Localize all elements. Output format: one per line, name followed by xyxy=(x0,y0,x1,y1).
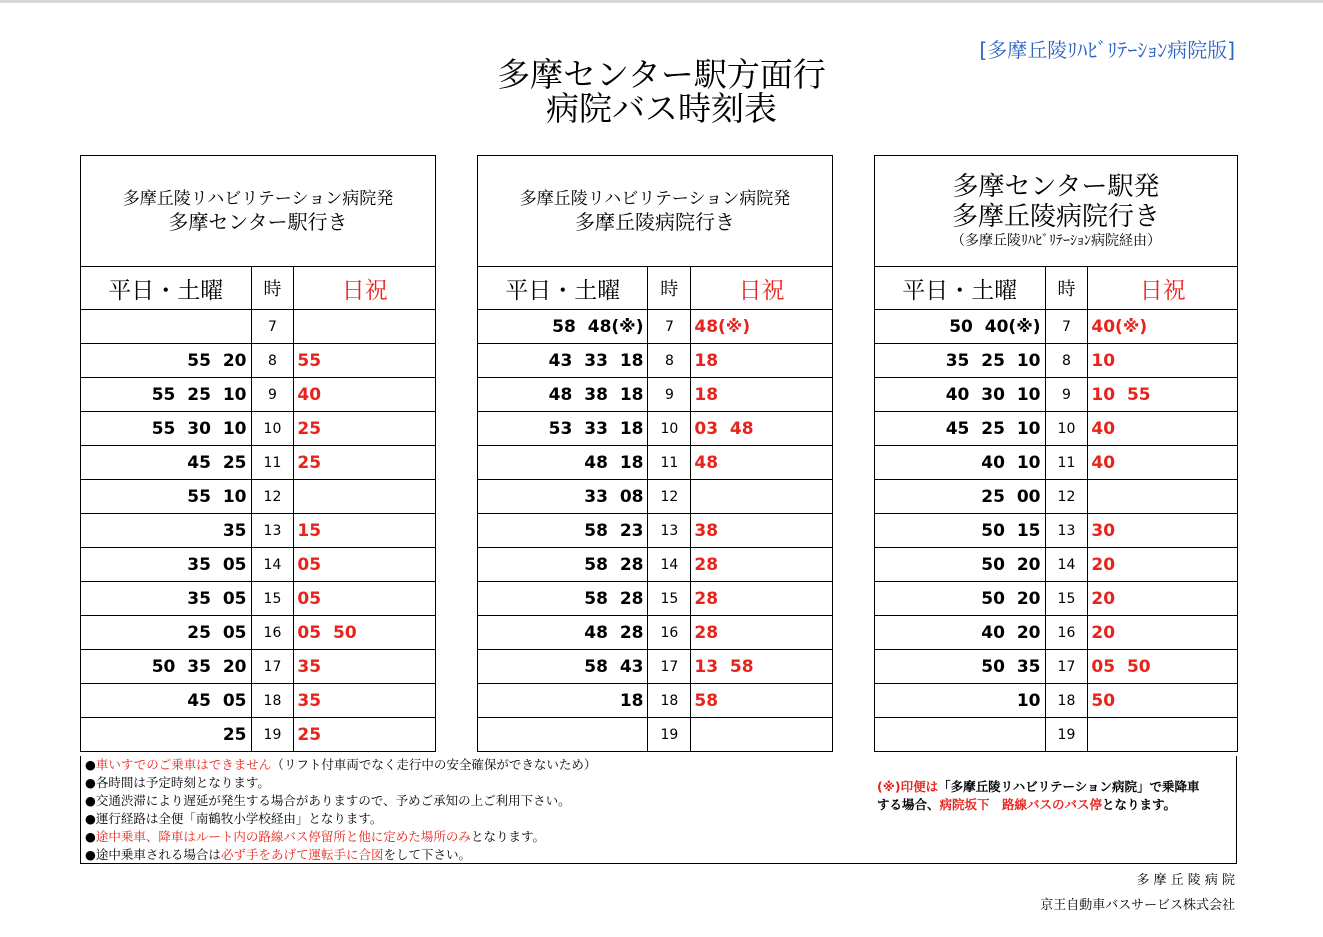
hour-cell: 15 xyxy=(648,582,691,616)
note-line-6: ●途中乗車される場合は必ず手をあげて運転手に合図をして下さい。 xyxy=(85,847,471,862)
hour-cell: 15 xyxy=(251,582,294,616)
table-row xyxy=(81,480,436,514)
note-scheduled: 各時間は予定時刻となります。 xyxy=(95,775,270,790)
weekday-times-cell: 48 18 xyxy=(478,446,648,480)
weekday-times-cell: 53 33 18 xyxy=(478,412,648,446)
note-signal-a: 途中乗車される場合は xyxy=(95,847,221,862)
panel-header xyxy=(81,156,436,267)
panel-header xyxy=(875,156,1238,267)
holiday-times-cell xyxy=(1088,480,1238,514)
col-hour-header: 時 xyxy=(251,267,294,310)
col-holiday-header: 日祝 xyxy=(294,267,436,310)
mark-symbol-note: (※)印便は xyxy=(877,779,939,794)
note-line-3: ●交通渋滞により遅延が発生する場合がありますので、予めご承知の上ご利用下さい。 xyxy=(85,793,571,808)
holiday-times-cell: 25 xyxy=(294,718,436,752)
holiday-times-cell xyxy=(1088,718,1238,752)
hour-cell: 8 xyxy=(251,344,294,378)
hour-cell: 13 xyxy=(648,514,691,548)
table-row xyxy=(478,514,833,548)
weekday-times-cell: 45 05 xyxy=(81,684,252,718)
table-row xyxy=(81,412,436,446)
note-line-1: ●車いすでのご乗車はできません（リフト付車両でなく走行中の安全確保ができないため） xyxy=(85,757,597,772)
table-row xyxy=(875,650,1238,684)
note-route: 運行経路は全便「南鶴牧小学校経由」となります。 xyxy=(95,811,383,826)
table-row xyxy=(478,344,833,378)
table-row xyxy=(875,582,1238,616)
holiday-times-cell xyxy=(294,480,436,514)
holiday-times-cell: 38 xyxy=(691,514,833,548)
hour-cell: 14 xyxy=(648,548,691,582)
table-row xyxy=(875,310,1238,344)
col-weekday-header: 平日・土曜 xyxy=(875,267,1046,310)
col-weekday-header: 平日・土曜 xyxy=(81,267,252,310)
holiday-times-cell: 35 xyxy=(294,650,436,684)
table-row xyxy=(81,718,436,752)
hour-cell: 13 xyxy=(1045,514,1088,548)
table-row xyxy=(478,582,833,616)
holiday-times-cell: 05 xyxy=(294,582,436,616)
holiday-times-cell: 40 xyxy=(294,378,436,412)
panel-origin: 多摩丘陵リハビリテーション病院発 xyxy=(122,189,394,209)
weekday-times-cell: 50 20 xyxy=(875,548,1046,582)
note-boarding: 途中乗車、降車はルート内の路線バス停留所と他に定めた場所のみ xyxy=(95,829,471,844)
weekday-times-cell: 35 05 xyxy=(81,582,252,616)
weekday-times-cell xyxy=(875,718,1046,752)
hour-cell: 12 xyxy=(648,480,691,514)
panel-header xyxy=(478,156,833,267)
top-border xyxy=(0,0,1323,3)
weekday-times-cell: 50 40(※) xyxy=(875,310,1046,344)
hour-cell: 11 xyxy=(648,446,691,480)
panel-via: （多摩丘陵ﾘﾊﾋﾞﾘﾃｰｼｮﾝ病院経由） xyxy=(951,233,1161,249)
holiday-times-cell: 48(※) xyxy=(691,310,833,344)
weekday-times-cell: 25 xyxy=(81,718,252,752)
weekday-times-cell: 50 20 xyxy=(875,582,1046,616)
table-row xyxy=(81,582,436,616)
holiday-times-cell xyxy=(691,718,833,752)
weekday-times-cell: 58 28 xyxy=(478,582,648,616)
holiday-times-cell: 58 xyxy=(691,684,833,718)
hour-cell: 18 xyxy=(251,684,294,718)
table-row xyxy=(875,616,1238,650)
hour-cell: 7 xyxy=(251,310,294,344)
weekday-times-cell: 40 20 xyxy=(875,616,1046,650)
mark-note xyxy=(877,778,1199,814)
hour-cell: 11 xyxy=(251,446,294,480)
holiday-times-cell: 40 xyxy=(1088,446,1238,480)
weekday-times-cell: 10 xyxy=(875,684,1046,718)
holiday-times-cell: 35 xyxy=(294,684,436,718)
panel-origin: 多摩丘陵リハビリテーション病院発 xyxy=(519,189,791,209)
hour-cell: 17 xyxy=(251,650,294,684)
hour-cell: 19 xyxy=(251,718,294,752)
holiday-times-cell: 05 50 xyxy=(294,616,436,650)
weekday-times-cell: 40 30 10 xyxy=(875,378,1046,412)
weekday-times-cell: 50 35 20 xyxy=(81,650,252,684)
hour-cell: 8 xyxy=(648,344,691,378)
weekday-times-cell: 48 38 18 xyxy=(478,378,648,412)
hour-cell: 17 xyxy=(1045,650,1088,684)
weekday-times-cell: 55 30 10 xyxy=(81,412,252,446)
weekday-times-cell: 50 15 xyxy=(875,514,1046,548)
weekday-times-cell: 18 xyxy=(478,684,648,718)
note-signal-b: をして下さい。 xyxy=(383,847,471,862)
page-title: 多摩センター駅方面行 xyxy=(497,55,826,94)
table-row xyxy=(478,684,833,718)
table-row xyxy=(875,684,1238,718)
timetable-panel-2 xyxy=(477,155,833,752)
weekday-times-cell xyxy=(478,718,648,752)
hour-cell: 8 xyxy=(1045,344,1088,378)
table-row xyxy=(81,378,436,412)
weekday-times-cell: 58 23 xyxy=(478,514,648,548)
weekday-times-cell: 48 28 xyxy=(478,616,648,650)
table-row xyxy=(875,412,1238,446)
table-row xyxy=(478,412,833,446)
col-holiday-header: 日祝 xyxy=(1088,267,1238,310)
hour-cell: 12 xyxy=(251,480,294,514)
panel-origin: 多摩センター駅発 xyxy=(952,172,1160,202)
table-row xyxy=(81,446,436,480)
holiday-times-cell: 48 xyxy=(691,446,833,480)
table-row xyxy=(81,310,436,344)
note-delay: 交通渋滞により遅延が発生する場合がありますので、予めご承知の上ご利用下さい。 xyxy=(95,793,571,808)
table-row xyxy=(478,310,833,344)
holiday-times-cell: 40 xyxy=(1088,412,1238,446)
weekday-times-cell: 58 43 xyxy=(478,650,648,684)
weekday-times-cell: 58 28 xyxy=(478,548,648,582)
weekday-times-cell: 35 25 10 xyxy=(875,344,1046,378)
table-row xyxy=(81,514,436,548)
col-holiday-header: 日祝 xyxy=(691,267,833,310)
hour-cell: 9 xyxy=(1045,378,1088,412)
table-row xyxy=(478,616,833,650)
hour-cell: 14 xyxy=(1045,548,1088,582)
note-line-4: ●運行経路は全便「南鶴牧小学校経由」となります。 xyxy=(85,811,383,826)
hour-cell: 15 xyxy=(1045,582,1088,616)
timetable-panel-3 xyxy=(874,155,1238,752)
weekday-times-cell: 40 10 xyxy=(875,446,1046,480)
mark-note-case: する場合、 xyxy=(877,797,940,812)
weekday-times-cell xyxy=(81,310,252,344)
table-row xyxy=(81,548,436,582)
hour-cell: 18 xyxy=(648,684,691,718)
hour-cell: 10 xyxy=(251,412,294,446)
note-line-5: ●途中乗車、降車はルート内の路線バス停留所と他に定めた場所のみとなります。 xyxy=(85,829,545,844)
panel-destination: 多摩丘陵病院行き xyxy=(575,210,735,234)
table-row xyxy=(478,480,833,514)
table-row xyxy=(81,616,436,650)
edition-label: [多摩丘陵ﾘﾊﾋﾞﾘﾃｰｼｮﾝ病院版] xyxy=(979,38,1235,62)
hour-cell: 16 xyxy=(648,616,691,650)
hour-cell: 9 xyxy=(648,378,691,412)
col-hour-header: 時 xyxy=(648,267,691,310)
table-row xyxy=(81,650,436,684)
holiday-times-cell: 18 xyxy=(691,378,833,412)
holiday-times-cell xyxy=(691,480,833,514)
panel-destination: 多摩丘陵病院行き xyxy=(951,202,1160,232)
hour-cell: 13 xyxy=(251,514,294,548)
hour-cell: 17 xyxy=(648,650,691,684)
weekday-times-cell: 45 25 xyxy=(81,446,252,480)
table-row xyxy=(478,650,833,684)
hour-cell: 12 xyxy=(1045,480,1088,514)
holiday-times-cell xyxy=(294,310,436,344)
holiday-times-cell: 13 58 xyxy=(691,650,833,684)
holiday-times-cell: 03 48 xyxy=(691,412,833,446)
weekday-times-cell: 50 35 xyxy=(875,650,1046,684)
holiday-times-cell: 25 xyxy=(294,412,436,446)
timetable-panel-1 xyxy=(80,155,436,752)
panel-destination: 多摩センター駅行き xyxy=(168,210,348,234)
weekday-times-cell: 55 10 xyxy=(81,480,252,514)
weekday-times-cell: 33 08 xyxy=(478,480,648,514)
holiday-times-cell: 18 xyxy=(691,344,833,378)
holiday-times-cell: 28 xyxy=(691,548,833,582)
table-row xyxy=(478,718,833,752)
mark-note-line-2 xyxy=(877,796,1199,814)
note-wheelchair-reason: （リフト付車両でなく走行中の安全確保ができないため） xyxy=(271,757,597,772)
holiday-times-cell: 30 xyxy=(1088,514,1238,548)
footer-hospital: 多 摩 丘 陵 病 院 xyxy=(1136,873,1235,888)
table-row xyxy=(875,480,1238,514)
table-row xyxy=(478,378,833,412)
hour-cell: 14 xyxy=(251,548,294,582)
hour-cell: 18 xyxy=(1045,684,1088,718)
weekday-times-cell: 58 48(※) xyxy=(478,310,648,344)
footer-operator: 京王自動車バスサービス株式会社 xyxy=(1040,898,1235,913)
table-row xyxy=(81,344,436,378)
weekday-times-cell: 55 25 10 xyxy=(81,378,252,412)
holiday-times-cell: 28 xyxy=(691,616,833,650)
holiday-times-cell: 40(※) xyxy=(1088,310,1238,344)
table-row xyxy=(875,344,1238,378)
mark-note-end: となります。 xyxy=(1102,797,1177,812)
hour-cell: 11 xyxy=(1045,446,1088,480)
table-row xyxy=(478,548,833,582)
hour-cell: 19 xyxy=(1045,718,1088,752)
hour-cell: 10 xyxy=(1045,412,1088,446)
holiday-times-cell: 25 xyxy=(294,446,436,480)
note-boarding-end: となります。 xyxy=(470,829,545,844)
holiday-times-cell: 50 xyxy=(1088,684,1238,718)
holiday-times-cell: 05 50 xyxy=(1088,650,1238,684)
table-row xyxy=(875,718,1238,752)
holiday-times-cell: 10 55 xyxy=(1088,378,1238,412)
weekday-times-cell: 55 20 xyxy=(81,344,252,378)
hour-cell: 9 xyxy=(251,378,294,412)
table-row xyxy=(478,446,833,480)
hour-cell: 16 xyxy=(1045,616,1088,650)
hour-cell: 16 xyxy=(251,616,294,650)
mark-note-stop: 病院坂下 路線バスのバス停 xyxy=(939,797,1103,812)
holiday-times-cell: 10 xyxy=(1088,344,1238,378)
holiday-times-cell: 20 xyxy=(1088,582,1238,616)
note-line-2: ●各時間は予定時刻となります。 xyxy=(85,775,270,790)
holiday-times-cell: 28 xyxy=(691,582,833,616)
mark-note-hospital: 「多摩丘陵リハビリテーション病院」で乗降車 xyxy=(938,779,1200,794)
table-row xyxy=(81,684,436,718)
hour-cell: 19 xyxy=(648,718,691,752)
holiday-times-cell: 20 xyxy=(1088,548,1238,582)
holiday-times-cell: 05 xyxy=(294,548,436,582)
weekday-times-cell: 25 00 xyxy=(875,480,1046,514)
weekday-times-cell: 35 05 xyxy=(81,548,252,582)
table-row xyxy=(875,514,1238,548)
weekday-times-cell: 45 25 10 xyxy=(875,412,1046,446)
note-signal-red: 必ず手をあげて運転手に合図 xyxy=(220,847,384,862)
page-subtitle: 病院バス時刻表 xyxy=(546,89,777,128)
holiday-times-cell: 55 xyxy=(294,344,436,378)
hour-cell: 7 xyxy=(648,310,691,344)
note-wheelchair: 車いすでのご乗車はできません xyxy=(95,757,272,772)
col-hour-header: 時 xyxy=(1045,267,1088,310)
col-weekday-header: 平日・土曜 xyxy=(478,267,648,310)
weekday-times-cell: 35 xyxy=(81,514,252,548)
hour-cell: 7 xyxy=(1045,310,1088,344)
table-row xyxy=(875,378,1238,412)
mark-note-line-1 xyxy=(877,778,1199,796)
holiday-times-cell: 15 xyxy=(294,514,436,548)
weekday-times-cell: 43 33 18 xyxy=(478,344,648,378)
hour-cell: 10 xyxy=(648,412,691,446)
holiday-times-cell: 20 xyxy=(1088,616,1238,650)
weekday-times-cell: 25 05 xyxy=(81,616,252,650)
table-row xyxy=(875,446,1238,480)
table-row xyxy=(875,548,1238,582)
